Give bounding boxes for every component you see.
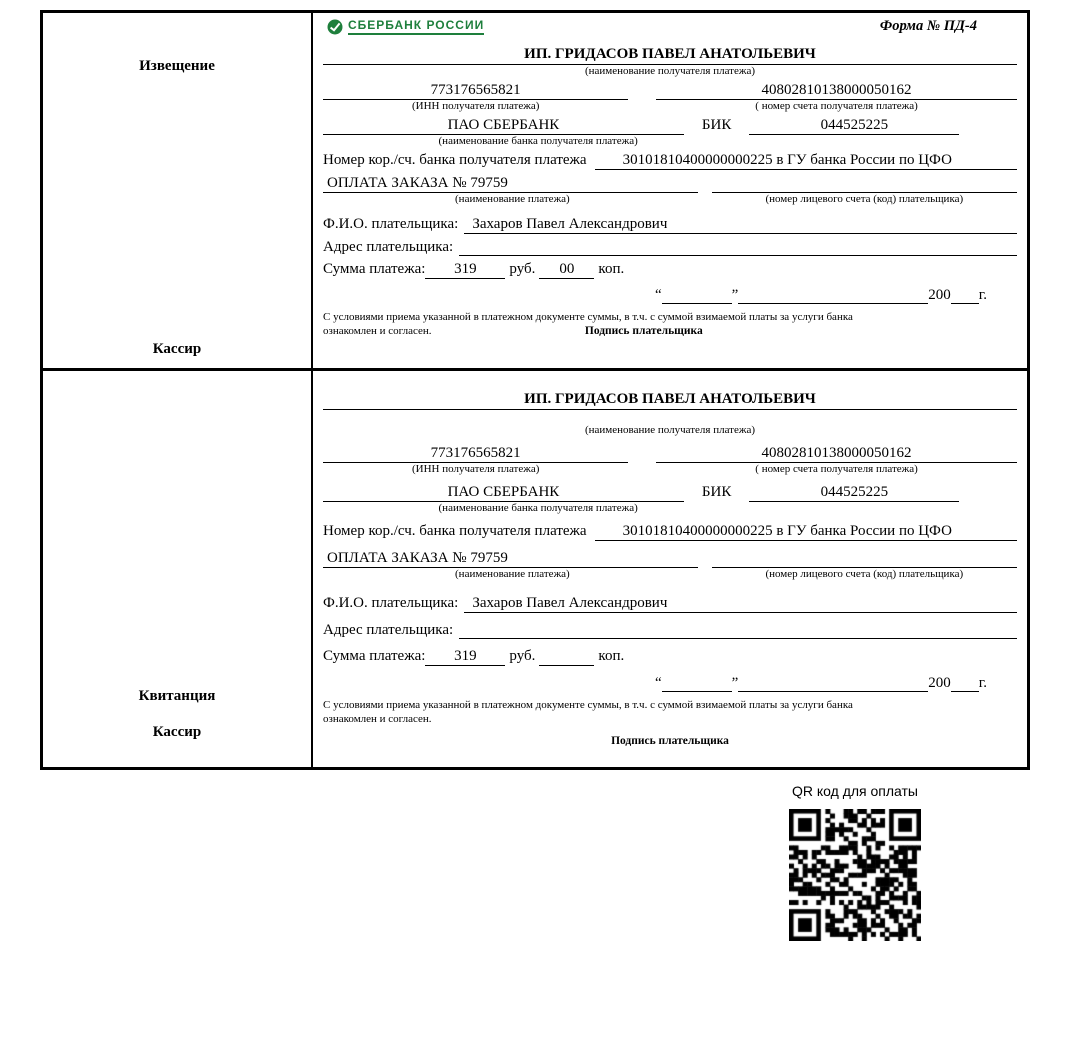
pd4-form <box>40 10 1030 770</box>
amount-kop-value <box>539 648 594 666</box>
amount-label: Сумма платежа: <box>323 648 426 664</box>
payer-name-label: Ф.И.О. плательщика: <box>323 595 459 611</box>
purpose-captions <box>323 193 1017 211</box>
corr-account-label: Номер кор./сч. банка получателя платежа <box>323 152 587 168</box>
purpose-row <box>323 175 1017 193</box>
receipt-label: Квитанция <box>138 688 216 704</box>
bank-row <box>323 117 1017 135</box>
payer-code-caption: (номер лицевого счета (код) плательщика) <box>765 193 964 205</box>
bank-logo-text: СБЕРБАНК РОССИИ <box>348 18 484 35</box>
bank-name-value: ПАО СБЕРБАНК <box>323 117 684 135</box>
quote-open: “ <box>654 287 662 303</box>
recipient-caption: (наименование получателя платежа) <box>584 424 756 436</box>
account-value: 40802810138000050162 <box>656 82 1017 100</box>
year-prefix: 200 <box>928 675 951 691</box>
receipt-body <box>313 371 1027 767</box>
payment-purpose-value: ОПЛАТА ЗАКАЗА № 79759 <box>323 550 698 568</box>
field-gap <box>628 100 656 112</box>
bik-label: БИК <box>701 484 732 500</box>
date-year-field <box>951 287 979 304</box>
corr-account-row <box>323 523 1017 541</box>
kop-label: коп. <box>598 648 625 664</box>
payer-name-row <box>323 216 1017 234</box>
payer-signature-label: Подпись плательщика <box>584 324 703 337</box>
sberbank-emblem-icon <box>327 19 343 35</box>
notice-left-column <box>43 13 313 368</box>
field-gap <box>698 550 712 568</box>
amount-label: Сумма платежа: <box>323 261 426 277</box>
notice-label: Извещение <box>139 58 215 74</box>
year-prefix: 200 <box>928 287 951 303</box>
date-day-field <box>662 675 732 692</box>
field-gap <box>628 463 656 475</box>
agreement-line1: С условиями приема указанной в платежном документе суммы, в т.ч. с суммой взимаемой платы за услуги банка <box>323 699 853 711</box>
inn-value: 773176565821 <box>323 445 628 463</box>
quote-close: ” <box>731 287 739 303</box>
payer-name-row <box>323 595 1017 613</box>
cashier-label: Кассир <box>152 341 202 357</box>
receipt-section <box>43 371 1027 767</box>
account-value: 40802810138000050162 <box>656 445 1017 463</box>
receipt-left-column <box>43 371 313 767</box>
field-gap <box>698 193 712 211</box>
inn-account-captions <box>323 463 1017 475</box>
year-suffix: г. <box>978 287 987 303</box>
inn-value: 773176565821 <box>323 82 628 100</box>
amount-row <box>323 648 1017 666</box>
payer-address-field <box>459 622 1017 639</box>
payer-signature-label: Подпись плательщика <box>611 734 729 747</box>
corr-account-label: Номер кор./сч. банка получателя платежа <box>323 523 587 539</box>
agreement-line2: ознакомлен и согласен. <box>323 712 432 725</box>
corr-account-value: 30101810400000000225 в ГУ банка России по ЦФО <box>595 152 1017 170</box>
field-gap <box>698 568 712 586</box>
inn-account-row <box>323 445 1017 463</box>
corr-account-value: 30101810400000000225 в ГУ банка России по ЦФО <box>595 523 1017 541</box>
payment-qr-code <box>789 809 921 941</box>
recipient-name: ИП. ГРИДАСОВ ПАВЕЛ АНАТОЛЬЕВИЧ <box>323 46 1017 65</box>
qr-block <box>780 783 930 941</box>
corr-account-row <box>323 152 1017 170</box>
bank-name-value: ПАО СБЕРБАНК <box>323 484 684 502</box>
agreement-signature-row <box>323 325 1017 337</box>
amount-rub-value: 319 <box>425 261 505 279</box>
payer-code-field <box>712 175 1017 193</box>
purpose-row <box>323 550 1017 568</box>
sberbank-logo <box>323 18 484 35</box>
payer-address-field <box>459 239 1017 256</box>
payer-address-row <box>323 239 1017 256</box>
payment-purpose-value: ОПЛАТА ЗАКАЗА № 79759 <box>323 175 698 193</box>
rub-label: руб. <box>509 648 536 664</box>
date-day-field <box>662 287 732 304</box>
bank-caption: (наименование банка получателя платежа) <box>438 502 638 514</box>
year-suffix: г. <box>978 675 987 691</box>
amount-rub-value: 319 <box>425 648 505 666</box>
amount-row <box>323 261 1017 279</box>
bik-value: 044525225 <box>749 117 959 135</box>
field-gap <box>628 445 656 463</box>
field-gap <box>628 82 656 100</box>
bank-row <box>323 484 1017 502</box>
notice-header-row <box>323 18 1017 44</box>
inn-caption: (ИНН получателя платежа) <box>411 463 540 475</box>
notice-section <box>43 13 1027 371</box>
recipient-name: ИП. ГРИДАСОВ ПАВЕЛ АНАТОЛЬЕВИЧ <box>323 391 1017 410</box>
notice-body <box>313 13 1027 368</box>
purpose-caption: (наименование платежа) <box>455 568 570 580</box>
quote-open: “ <box>654 675 662 691</box>
purpose-caption: (наименование платежа) <box>455 193 570 205</box>
payer-name-value: Захаров Павел Александрович <box>464 216 1017 234</box>
quote-close: ” <box>731 675 739 691</box>
recipient-caption: (наименование получателя платежа) <box>584 65 756 77</box>
bik-label: БИК <box>701 117 732 133</box>
payer-address-row <box>323 622 1017 639</box>
payer-address-label: Адрес плательщика: <box>323 622 454 638</box>
payer-name-value: Захаров Павел Александрович <box>464 595 1017 613</box>
account-caption: ( номер счета получателя платежа) <box>755 463 918 475</box>
date-row <box>323 675 1017 692</box>
kop-label: коп. <box>598 261 625 277</box>
date-year-field <box>951 675 979 692</box>
inn-account-row <box>323 82 1017 100</box>
form-number: Форма № ПД-4 <box>879 18 977 34</box>
agreement-line1: С условиями приема указанной в платежном документе суммы, в т.ч. с суммой взимаемой платы за услуги банка <box>323 311 853 323</box>
account-caption: ( номер счета получателя платежа) <box>755 100 918 112</box>
date-row <box>323 287 1017 304</box>
bank-caption: (наименование банка получателя платежа) <box>438 135 638 147</box>
payer-name-label: Ф.И.О. плательщика: <box>323 216 459 232</box>
agreement-line2: ознакомлен и согласен. <box>323 324 432 337</box>
payer-code-field <box>712 550 1017 568</box>
date-month-field <box>738 287 928 304</box>
purpose-captions <box>323 568 1017 586</box>
amount-kop-value: 00 <box>539 261 594 279</box>
payer-address-label: Адрес плательщика: <box>323 239 454 255</box>
qr-label: QR код для оплаты <box>791 783 918 799</box>
field-gap <box>698 175 712 193</box>
date-month-field <box>738 675 928 692</box>
inn-caption: (ИНН получателя платежа) <box>411 100 540 112</box>
bik-value: 044525225 <box>749 484 959 502</box>
inn-account-captions <box>323 100 1017 112</box>
payer-code-caption: (номер лицевого счета (код) плательщика) <box>765 568 964 580</box>
cashier-label: Кассир <box>152 724 202 740</box>
rub-label: руб. <box>509 261 536 277</box>
